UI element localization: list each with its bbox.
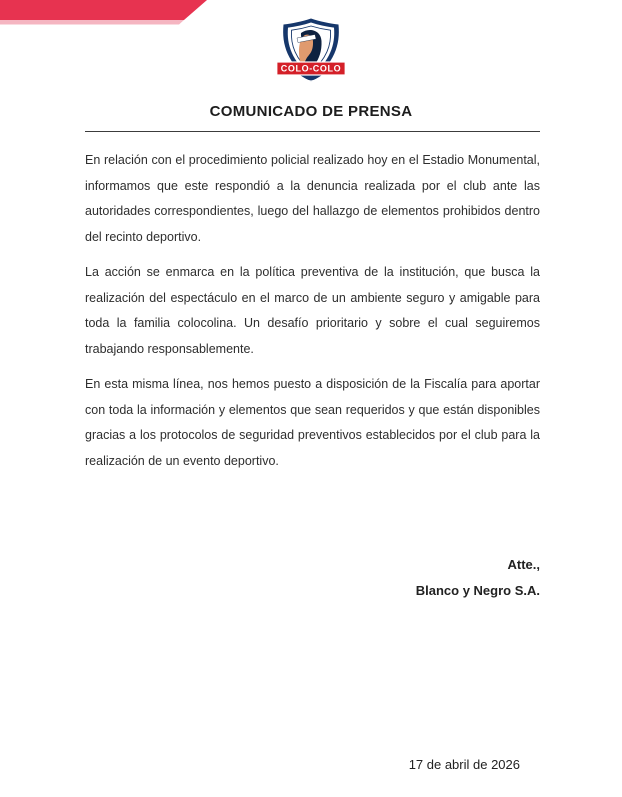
signature-name: Blanco y Negro S.A. xyxy=(415,582,540,598)
press-release-paragraph-2: La acción se enmarca en la política preventiva de la institución, que busca la realización del espectáculo en el marco de un ambiente seguro y amigable para toda la familia colocolina. Un desafío prioritario y sobre el cual seguiremos trabajando responsablemente. xyxy=(85,265,540,356)
page-title: COMUNICADO DE PRENSA xyxy=(209,103,413,120)
corner-ribbon-highlight xyxy=(0,20,184,25)
crest-banner-text: COLO-COLO xyxy=(280,63,342,74)
corner-ribbon-main xyxy=(0,0,207,20)
press-release-paragraph-3: En esta misma línea, nos hemos puesto a disposición de la Fiscalía para aportar con toda la información y elementos que sean requeridos y que están disponibles gracias a los protocolos de seguridad preventivos establecidos por el club para la realización de un evento deportivo. xyxy=(85,377,540,468)
signature-salutation: Atte., xyxy=(507,557,540,572)
corner-ribbon xyxy=(0,0,210,26)
press-release-body xyxy=(85,148,540,484)
colo-colo-crest xyxy=(276,18,346,82)
signature-block xyxy=(416,552,540,603)
title-divider xyxy=(85,131,540,132)
document-date: 17 de abril de 2026 xyxy=(408,757,520,772)
press-release-paragraph-1: En relación con el procedimiento policial realizado hoy en el Estadio Monumental, informamos que este respondió a la denuncia realizada por el club ante las autoridades correspondientes, luego del hallazgo de elementos prohibidos dentro del recinto deportivo. xyxy=(85,153,540,244)
